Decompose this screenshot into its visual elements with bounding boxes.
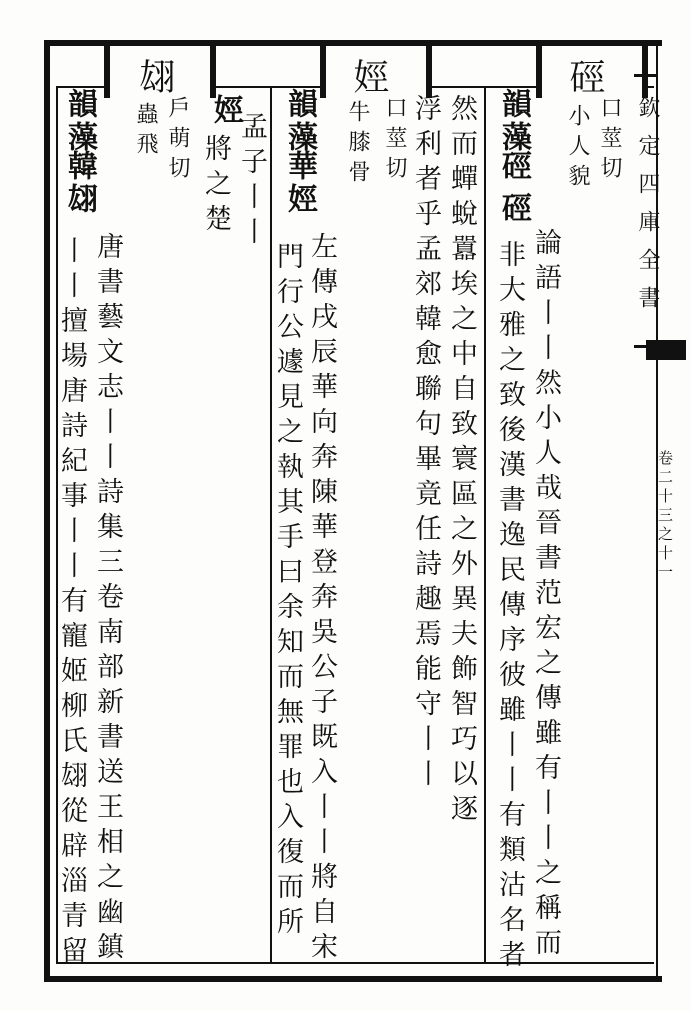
col-2: 非大雅之致後漢書逸民傳序彼雖丨丨有類沽名者: [494, 240, 525, 975]
headword-2: 娙: [348, 58, 389, 96]
entry-term-1: 硜: [496, 150, 531, 183]
headword-3: 翃: [134, 58, 175, 96]
section-label-3: 韻藻: [62, 88, 97, 154]
col-3: 然而蟬蛻囂埃之中自致寰區之外異夫飾智巧以逐: [446, 94, 477, 829]
entry-term-4: 韓翃: [62, 150, 97, 216]
margin-volume: 卷二十三之十一: [656, 450, 674, 583]
col-8: 唐書藝文志丨丨詩集三卷南部新書送王相之幽鎮: [92, 232, 123, 967]
margin-fishtail: [646, 340, 686, 360]
col-4: 浮利者乎孟郊韓愈聯句畢竟任詩趣焉能守丨丨: [410, 94, 441, 794]
headword-2-reading: 口莖切: [382, 96, 407, 186]
headword-3-gloss: 蟲飛: [133, 102, 158, 162]
col-1: 論語丨丨然小人哉晉書范宏之傳雖有丨丨之稱而: [530, 228, 561, 963]
headword-1-reading: 口莖切: [597, 96, 622, 186]
col-6: 門行公遽見之執其手曰余知而無罪也入復而所: [272, 242, 303, 942]
col-5: 左傳戌辰華向奔陳華登奔吳公子既入丨丨將自宋: [306, 232, 337, 967]
headword-1: 硜: [564, 58, 605, 96]
section-divider-2: [484, 86, 486, 962]
section-label-2: 韻藻: [282, 88, 317, 154]
margin-title: 欽定四庫全書: [635, 96, 660, 324]
headword-3-reading: 戶萌切: [165, 96, 190, 186]
entry-term-2: 華娙: [282, 150, 317, 216]
entry-term-3: 娙: [208, 94, 243, 127]
col-9: 丨丨擅場唐詩紀事丨丨有寵姬柳氏翃從辟淄青留: [56, 236, 87, 971]
entry-term-1b: 硜: [496, 192, 531, 225]
headword-2-gloss: 牛膝骨: [345, 100, 370, 190]
page-border-inner: [56, 86, 654, 964]
col-7b: 將之楚: [200, 134, 231, 239]
headword-1-gloss: 小人貌: [565, 104, 590, 194]
section-label-1: 韻藻: [496, 88, 531, 154]
col-7: 孟子丨丨: [236, 112, 267, 252]
